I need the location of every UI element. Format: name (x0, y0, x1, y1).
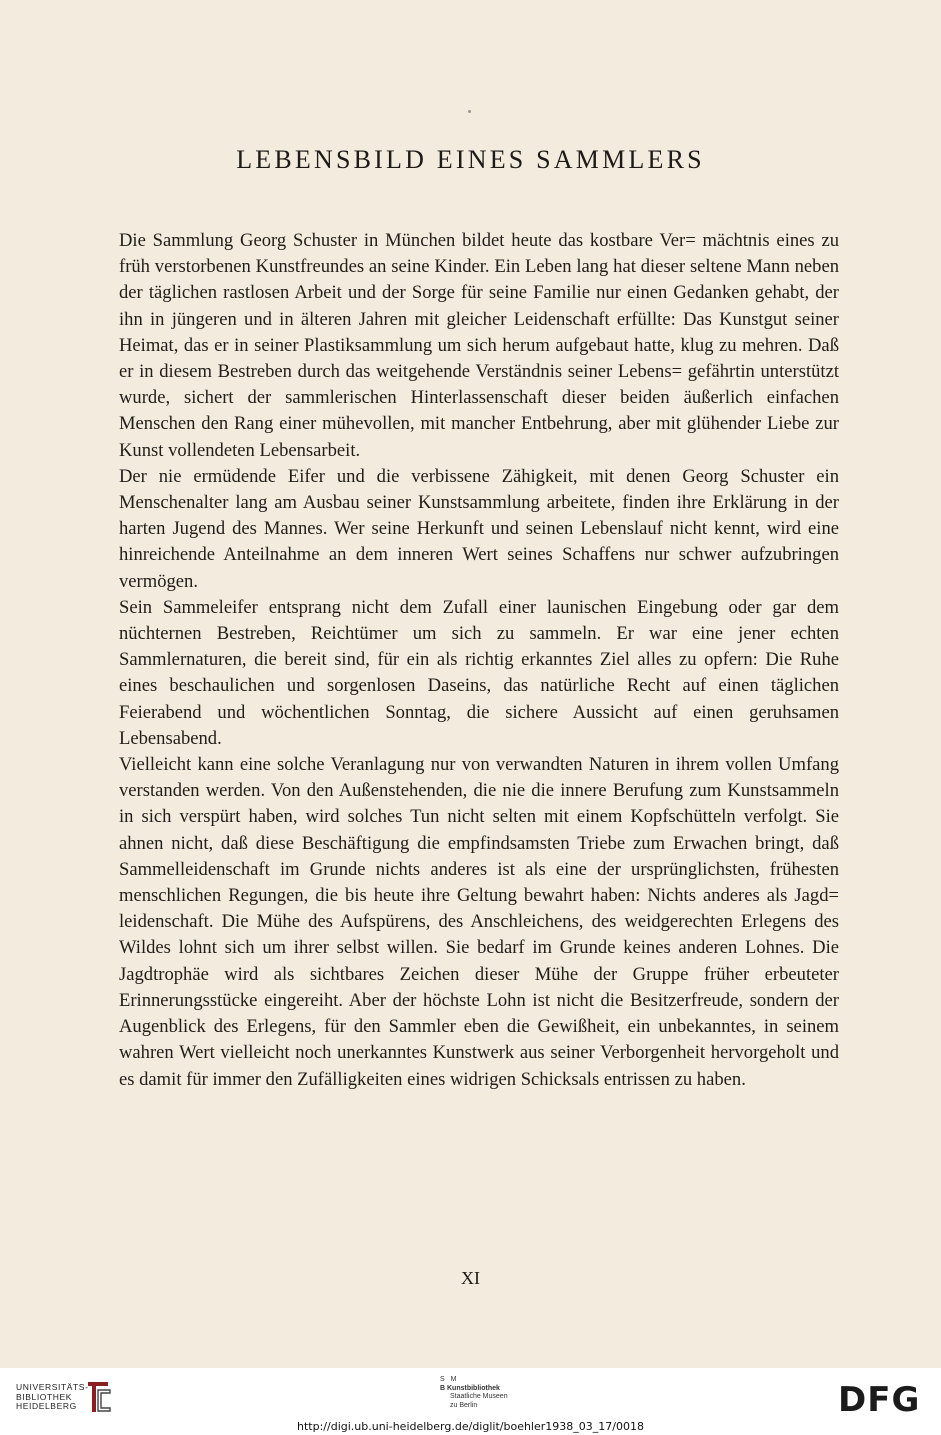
paragraph-4: Vielleicht kann eine solche Veranlagung nur von verwandten Naturen in ihrem vollen Umfang verstanden werden. Von den Außenstehenden, die nie die innere Berufung zum Kunstsammeln in sich verspürt haben, wird solches Tun nicht selten mit einem Kopfschütteln verfolgt. Sie ahnen nicht, daß diese Beschäftigung die empfindsamsten Triebe zum Erwachen bringt, daß Sammelleidenschaft im Grunde nichts anderes ist als eine der ursprünglichsten, frühesten menschlichen Regungen, die bis heute ihre Geltung bewahrt haben: Nichts anderes als Jagd= leidenschaft. Die Mühe des Aufspürens, des Anschleichens, des weidgerechten Erlegens des Wildes lohnt sich um ihrer selbst willen. Sie bedarf im Grunde keines anderen Lohnes. Die Jagdtrophäe wird als sichtbares Zeichen dieser Mühe der Gruppe früher erbeuteter Erinnerungsstücke eingereiht. Aber der höchste Lohn ist nicht die Besitzerfreude, sondern der Augenblick des Erlegens, für den Sammler eben die Gewißheit, ein unbekanntes, in seinem wahren Wert vielleicht noch unerkanntes Kunstwerk aus seiner Verborgenheit hervorgeholt und es damit für immer den Zufälligkeiten eines widrigen Schicksals entrissen zu haben. (119, 754, 839, 1090)
body-text (119, 228, 839, 1093)
page-number: XI (461, 1268, 480, 1288)
paragraph-2: Der nie ermüdende Eifer und die verbissene Zähigkeit, mit denen Georg Schuster ein Menschenalter lang am Ausbau seiner Kunstsammlung arbeitete, finden ihre Erklärung in der harten Jugend des Mannes. Wer seine Herkunft und seinen Lebenslauf nicht kennt, wird eine hinreichende Anteilnahme an dem inneren Wert seines Schaffens nur schwer aufzubringen vermögen. (119, 465, 839, 592)
page-url[interactable]: http://digi.ub.uni-heidelberg.de/diglit/boehler1938_03_17/0018 (297, 1420, 644, 1433)
university-line-3: HEIDELBERG (16, 1401, 77, 1411)
paragraph-1: Die Sammlung Georg Schuster in München bildet heute das kostbare Ver= mächtnis eines zu früh verstorbenen Kunstfreundes an seine Kinder. Ein Leben lang hat dieser seltene Mann neben der täglichen rastlosen Arbeit und der Sorge für seine Familie nur einen Gedanken gehabt, der ihn in jüngeren und in älteren Jahren mit gleicher Leidenschaft erfüllte: Das Kunstgut seiner Heimat, das er in seiner Plastiksammlung um sich herum aufgebaut hatte, klug zu mehren. Daß er in diesem Bestreben durch das weitgehende Verständnis seiner Lebens= gefährtin unterstützt wurde, sichert der sammlerischen Hinterlassenschaft dieser beiden äußerlich einfachen Menschen den Rang einer mühevollen, mit mancher Entbehrung, aber mit glühender Liebe zur Kunst vollendeten Lebensarbeit. (119, 230, 839, 461)
viewer-footer (0, 1368, 941, 1435)
university-logo-icon[interactable] (84, 1378, 114, 1418)
sm-mark: S M (440, 1376, 459, 1383)
page-mark (468, 110, 471, 113)
museum-label: Staatliche Museen (450, 1393, 508, 1400)
page-title: LEBENSBILD EINES SAMMLERS (236, 145, 705, 174)
paragraph-3: Sein Sammeleifer entsprang nicht dem Zufall einer launischen Eingebung oder gar dem nüchternen Bestreben, Reichtümer um sich zu sammeln. Er war eine jener echten Sammlernaturen, die bereit sind, für ein als richtig erkanntes Ziel alles zu opfern: Die Ruhe eines beschaulichen und sorgenlosen Daseins, das natürliche Recht auf einen täglichen Feierabend und wöchentlichen Sonntag, die sichere Aussicht auf einen geruhsamen Lebensabend. (119, 596, 839, 749)
kunstbibliothek-logo[interactable] (440, 1376, 540, 1410)
university-line-2: BIBLIOTHEK (16, 1391, 73, 1402)
city-label: zu Berlin (450, 1401, 478, 1409)
university-line-1: UNIVERSITÄTS- (16, 1382, 89, 1392)
university-library-text[interactable] (16, 1383, 89, 1412)
dfg-logo[interactable]: DFG (838, 1380, 921, 1420)
kunstbibliothek-label: B Kunstbibliothek (440, 1384, 500, 1392)
